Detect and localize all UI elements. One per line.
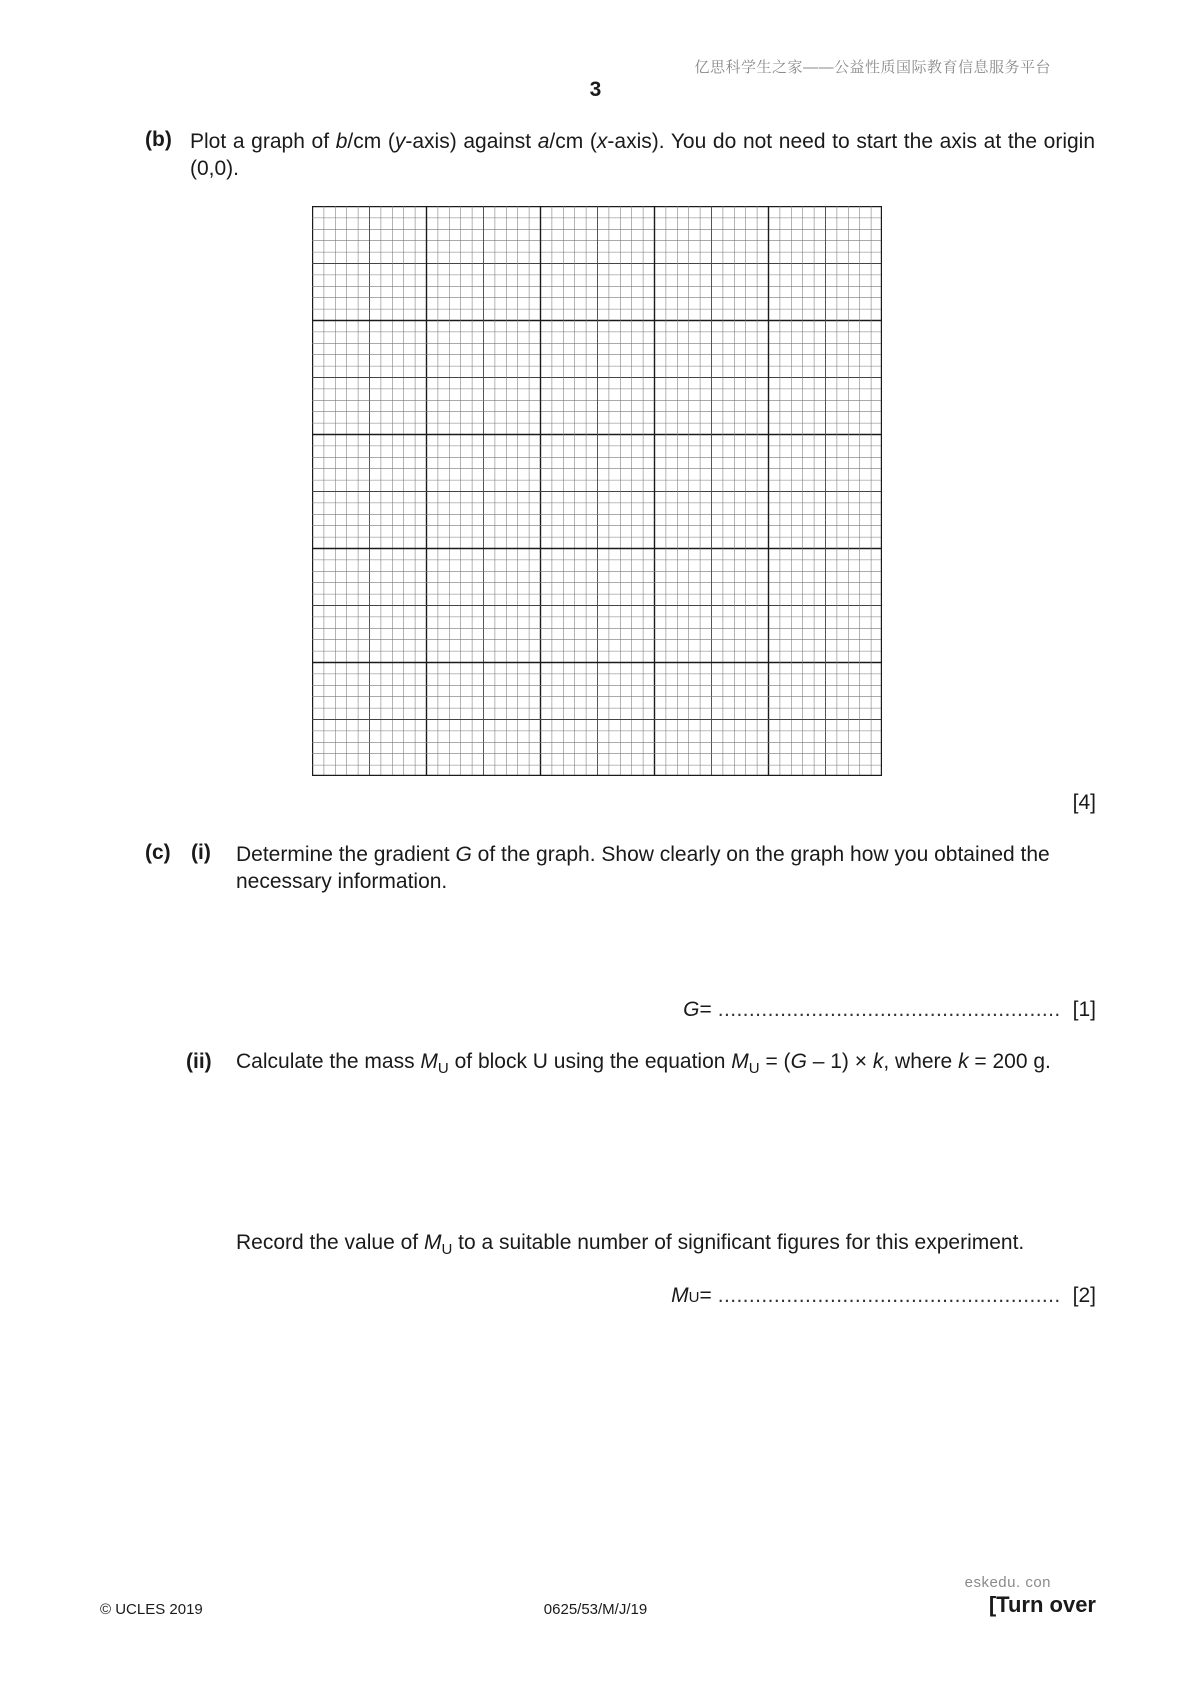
question-label-b: (b) (145, 128, 172, 151)
footer-copyright: © UCLES 2019 (100, 1601, 203, 1618)
answer-mu-var: M (671, 1284, 689, 1307)
question-label-c-i: (i) (191, 841, 211, 864)
record-instruction: Record the value of $M_U$ to a suitable number of significant figures for this experiment. (236, 1231, 1025, 1258)
marks-c-ii: [2] (1072, 1284, 1096, 1307)
answer-g-var: G (683, 998, 700, 1021)
footer-turn-over: [Turn over (988, 1592, 1096, 1617)
question-text-b: Plot a graph of b/cm (y-axis) against a/cm (x-axis). You do not need to start the axis at the origin (0,0). (190, 130, 1096, 180)
question-label-c: (c) (145, 841, 171, 864)
answer-g-dots: ....................................................... (717, 998, 1061, 1021)
graph-paper-grid[interactable] (312, 206, 882, 776)
question-label-c-ii: (ii) (186, 1050, 212, 1073)
footer-watermark: eskedu. con (964, 1574, 1051, 1591)
answer-line-g[interactable] (683, 998, 1096, 1022)
marks-c-i: [1] (1072, 998, 1096, 1021)
page-number: 3 (589, 78, 602, 101)
question-text-c-i: Determine the gradient G of the graph. Show clearly on the graph how you obtained the necessary information. (236, 843, 1050, 893)
graph-paper-svg (312, 206, 882, 776)
question-text-c-ii: Calculate the mass $M_U$ of block U using the equation $M_U = (G - 1) \times k$, where k = 200 g. (236, 1050, 1051, 1077)
answer-g-eq: = (699, 998, 712, 1021)
marks-b: [4] (1072, 791, 1096, 814)
header-watermark: 亿思科学生之家——公益性质国际教育信息服务平台 (694, 59, 1051, 76)
answer-line-mu[interactable]: M U = ....................................................... [2] (671, 1284, 1096, 1307)
answer-mu-eq: = (699, 1284, 712, 1307)
answer-mu-dots: ....................................................... (717, 1284, 1061, 1307)
footer-code: 0625/53/M/J/19 (543, 1601, 648, 1618)
